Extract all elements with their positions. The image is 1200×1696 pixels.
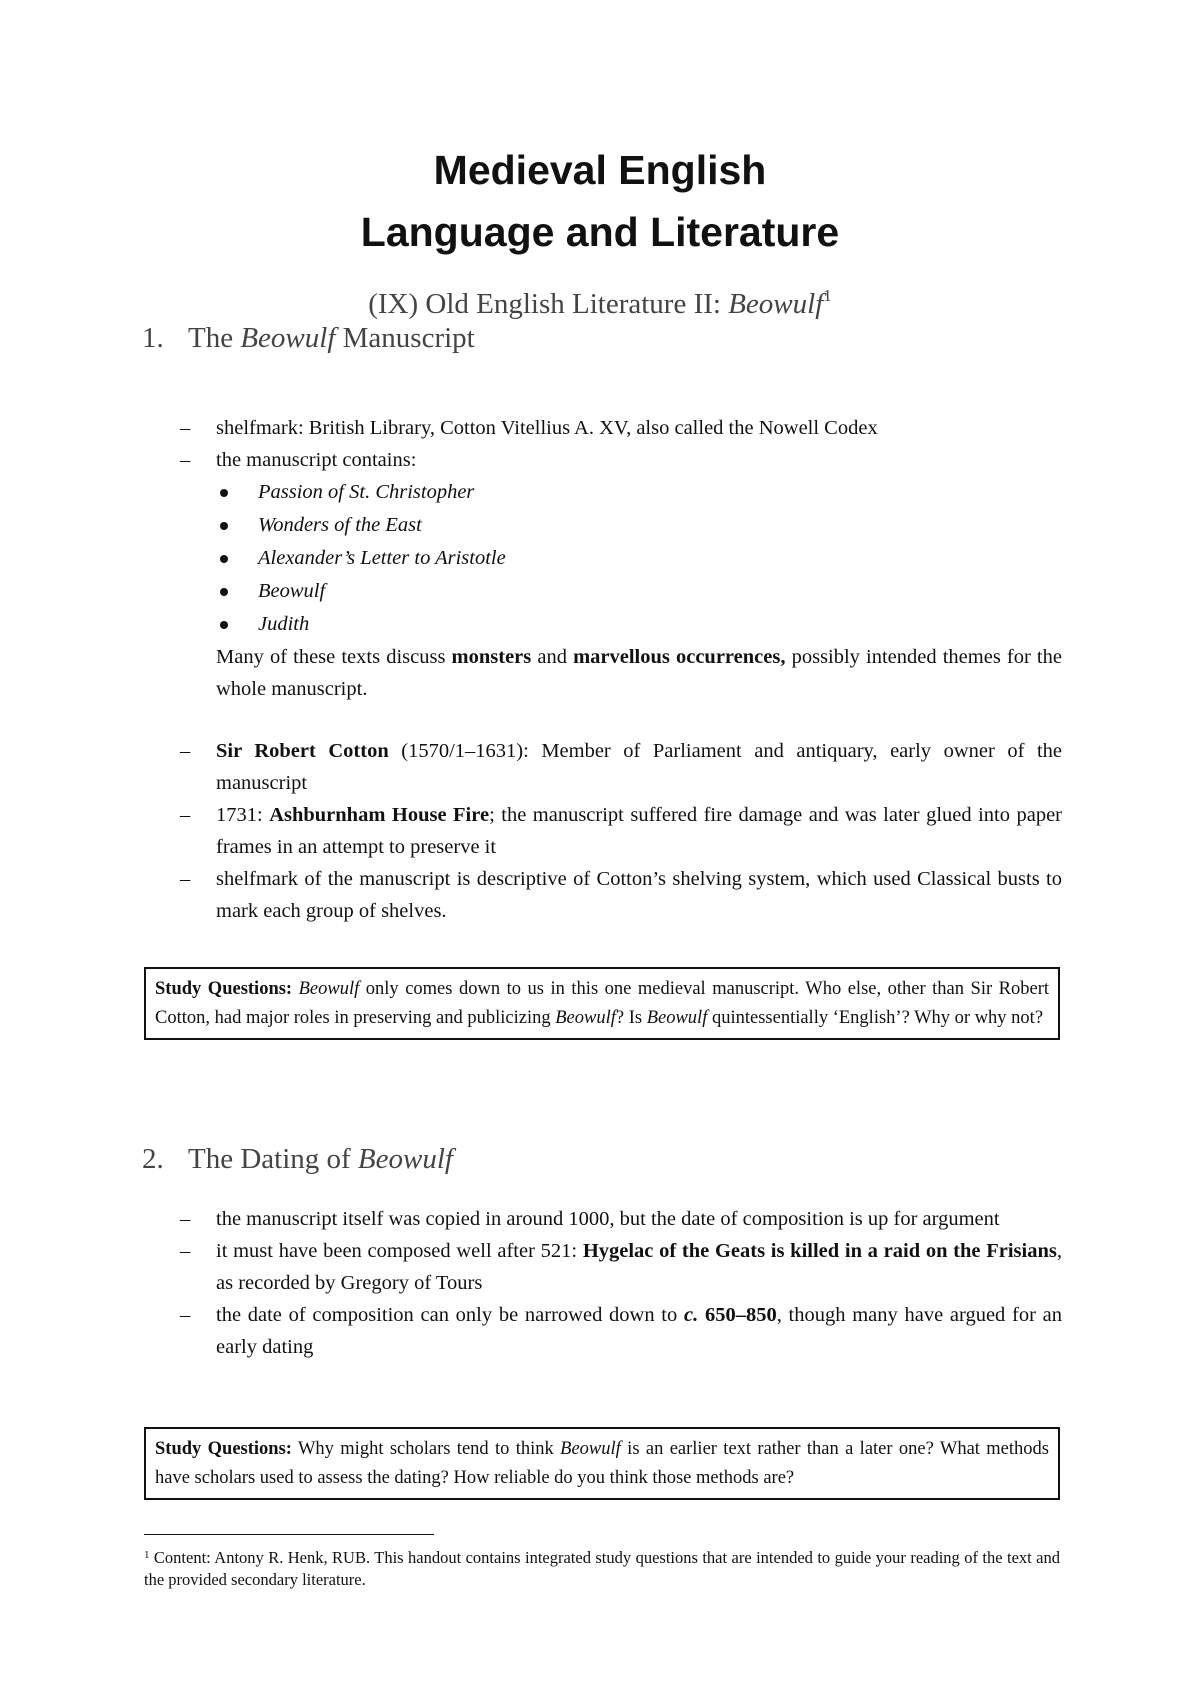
contents-note: Many of these texts discuss monsters and marvellous occurrences, possibly intended themes for the whole manuscript.	[216, 646, 1062, 700]
section-2-list	[180, 1203, 1062, 1363]
list-item-composition-date: – the date of composition can only be narrowed down to c. 650–850, though many have argued for an early dating	[180, 1299, 1062, 1363]
list-item-shelving: – shelfmark of the manuscript is descriptive of Cotton’s shelving system, which used Classical busts to mark each group of shelves.	[180, 863, 1062, 927]
list-item-contents: – the manuscript contains: Passion of St. Christopher Wonders of the East Alexander’s Letter to Aristotle Beowulf Judith Many of these texts discuss monsters and marvellous occurrences, possibly intended themes for the whole manuscript.	[180, 444, 1062, 705]
section-2-heading: 2. The Dating of Beowulf	[142, 1143, 453, 1175]
list-item-copy-date: – the manuscript itself was copied in around 1000, but the date of composition is up for argument	[180, 1203, 1062, 1235]
list-item-cotton: – Sir Robert Cotton (1570/1–1631): Member of Parliament and antiquary, early owner of the manuscript	[180, 735, 1062, 799]
contents-item: Wonders of the East	[216, 509, 1062, 542]
study-questions-box-1: Study Questions: Beowulf only comes down to us in this one medieval manuscript. Who else, other than Sir Robert Cotton, had major roles in preserving and publicizing Beowulf? Is Beowulf quintessentially ‘English’? Why or why not?	[144, 967, 1060, 1040]
document-title-line-2: Language and Literature	[360, 209, 840, 255]
contents-item: Alexander’s Letter to Aristotle	[216, 542, 1062, 575]
section-1-list	[180, 412, 1062, 927]
list-item-shelfmark: – shelfmark: British Library, Cotton Vitellius A. XV, also called the Nowell Codex	[180, 412, 1062, 444]
study-questions-box-2: Study Questions: Why might scholars tend to think Beowulf is an earlier text rather than a later one? What methods have scholars used to assess the dating? How reliable do you think those methods are?	[144, 1427, 1060, 1500]
section-1-heading: 1. The Beowulf Manuscript	[142, 322, 475, 354]
list-item-fire: – 1731: Ashburnham House Fire; the manuscript suffered fire damage and was later glued into paper frames in an attempt to preserve it	[180, 799, 1062, 863]
footnote: $^1$ Content: Antony R. Henk, RUB. This handout contains integrated study questions that are intended to guide your reading of the text and the provided secondary literature.	[144, 1548, 1060, 1589]
document-title-line-1: Medieval English	[433, 147, 767, 193]
manuscript-contents-list	[216, 476, 1062, 641]
footnote-divider	[144, 1534, 434, 1535]
contents-item: Beowulf	[216, 575, 1062, 608]
contents-item: Passion of St. Christopher	[216, 476, 1062, 509]
list-item-hygelac: – it must have been composed well after 521: Hygelac of the Geats is killed in a raid on the Frisians, as recorded by Gregory of Tours	[180, 1235, 1062, 1299]
contents-item: Judith	[216, 608, 1062, 641]
document-subtitle: (IX) Old English Literature II: Beowulf$^1$	[368, 286, 832, 320]
footnote-reference[interactable]: 1	[823, 286, 832, 305]
